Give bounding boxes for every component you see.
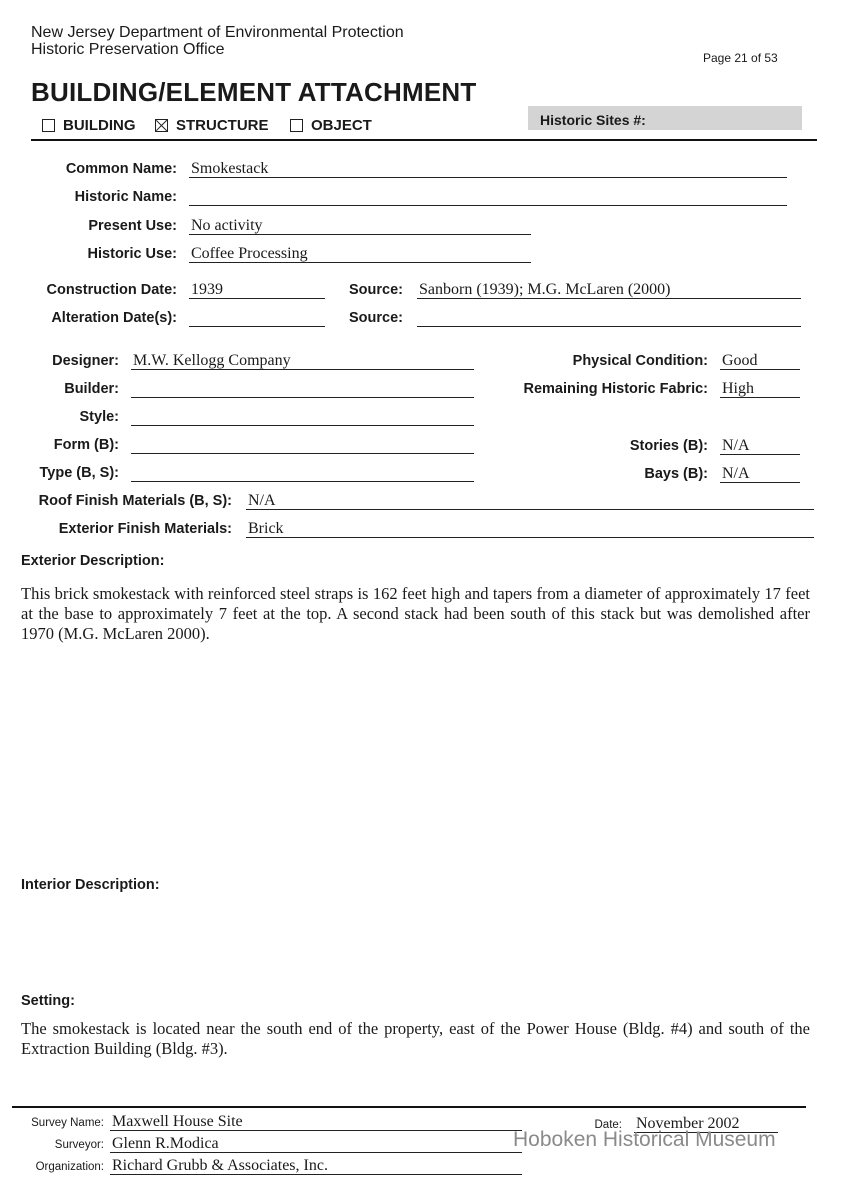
interior-description-label: Interior Description: (21, 877, 160, 893)
construction-source-label: Source: (349, 282, 403, 298)
historic-use-field[interactable]: Coffee Processing (189, 244, 531, 263)
type-field[interactable] (131, 463, 474, 482)
exterior-description-text: This brick smokestack with reinforced steel straps is 162 feet high and tapers from a diameter of approximately 17 feet at the base to approximately 7 feet at the top. A second stack had been south of this stack but was demolished after 1970 (M.G. McLaren 2000). (21, 584, 810, 643)
construction-source-field[interactable]: Sanborn (1939); M.G. McLaren (2000) (417, 280, 801, 299)
exterior-description-label: Exterior Description: (21, 553, 165, 569)
present-use-field[interactable]: No activity (189, 216, 531, 235)
form-label: Form (B): (53, 437, 119, 453)
historic-sites-field[interactable]: Historic Sites #: (528, 106, 802, 130)
footer-divider (12, 1106, 806, 1108)
remaining-fabric-field[interactable]: High (720, 379, 800, 398)
stories-label: Stories (B): (629, 438, 708, 454)
agency-name: New Jersey Department of Environmental Protection (31, 24, 404, 41)
checkbox-structure-label: STRUCTURE (176, 117, 269, 134)
designer-field[interactable]: M.W. Kellogg Company (131, 351, 474, 370)
alteration-source-label: Source: (349, 310, 403, 326)
style-label: Style: (79, 409, 119, 425)
form-field[interactable] (131, 435, 474, 454)
construction-date-field[interactable]: 1939 (189, 280, 325, 299)
page-number: Page 21 of 53 (703, 51, 778, 65)
checkbox-object[interactable] (290, 117, 372, 134)
alteration-source-field[interactable] (417, 308, 801, 327)
office-name: Historic Preservation Office (31, 41, 225, 58)
form-title: BUILDING/ELEMENT ATTACHMENT (31, 77, 477, 107)
organization-field[interactable]: Richard Grubb & Associates, Inc. (110, 1156, 522, 1175)
common-name-label: Common Name: (65, 161, 177, 177)
checkbox-structure[interactable] (155, 117, 269, 134)
checkbox-building-label: BUILDING (63, 117, 136, 134)
stories-field[interactable]: N/A (720, 436, 800, 455)
historic-name-label: Historic Name: (74, 189, 177, 205)
watermark: Hoboken Historical Museum (513, 1128, 776, 1151)
organization-label: Organization: (35, 1161, 104, 1173)
construction-date-label: Construction Date: (46, 282, 177, 298)
alteration-dates-field[interactable] (189, 308, 325, 327)
alteration-dates-label: Alteration Date(s): (51, 310, 177, 326)
remaining-fabric-label: Remaining Historic Fabric: (523, 381, 708, 397)
designer-label: Designer: (52, 353, 119, 369)
date-field[interactable]: November 2002 (634, 1114, 778, 1133)
survey-name-label: Survey Name: (31, 1117, 104, 1129)
present-use-label: Present Use: (88, 218, 177, 234)
setting-text: The smokestack is located near the south end of the property, east of the Power House (Bldg. #4) and south of the Extraction Building (Bldg. #3). (21, 1019, 810, 1058)
historic-use-label: Historic Use: (87, 246, 177, 262)
checkbox-checked-icon (155, 119, 168, 132)
builder-field[interactable] (131, 379, 474, 398)
setting-label: Setting: (21, 993, 75, 1009)
roof-finish-field[interactable]: N/A (246, 491, 814, 510)
historic-name-field[interactable] (189, 187, 787, 206)
date-label: Date: (594, 1119, 622, 1131)
exterior-finish-label: Exterior Finish Materials: (58, 521, 232, 537)
builder-label: Builder: (64, 381, 119, 397)
exterior-finish-field[interactable]: Brick (246, 519, 814, 538)
bays-field[interactable]: N/A (720, 464, 800, 483)
header-divider (31, 139, 817, 141)
checkbox-object-label: OBJECT (311, 117, 372, 134)
physical-condition-field[interactable]: Good (720, 351, 800, 370)
bays-label: Bays (B): (644, 466, 708, 482)
survey-name-field[interactable]: Maxwell House Site (110, 1112, 522, 1131)
style-field[interactable] (131, 407, 474, 426)
roof-finish-label: Roof Finish Materials (B, S): (38, 493, 232, 509)
checkbox-empty-icon (290, 119, 303, 132)
checkbox-empty-icon (42, 119, 55, 132)
surveyor-label: Surveyor: (54, 1139, 104, 1151)
common-name-field[interactable]: Smokestack (189, 159, 787, 178)
checkbox-building[interactable] (42, 117, 136, 134)
type-label: Type (B, S): (39, 465, 119, 481)
physical-condition-label: Physical Condition: (572, 353, 708, 369)
surveyor-field[interactable]: Glenn R.Modica (110, 1134, 522, 1153)
